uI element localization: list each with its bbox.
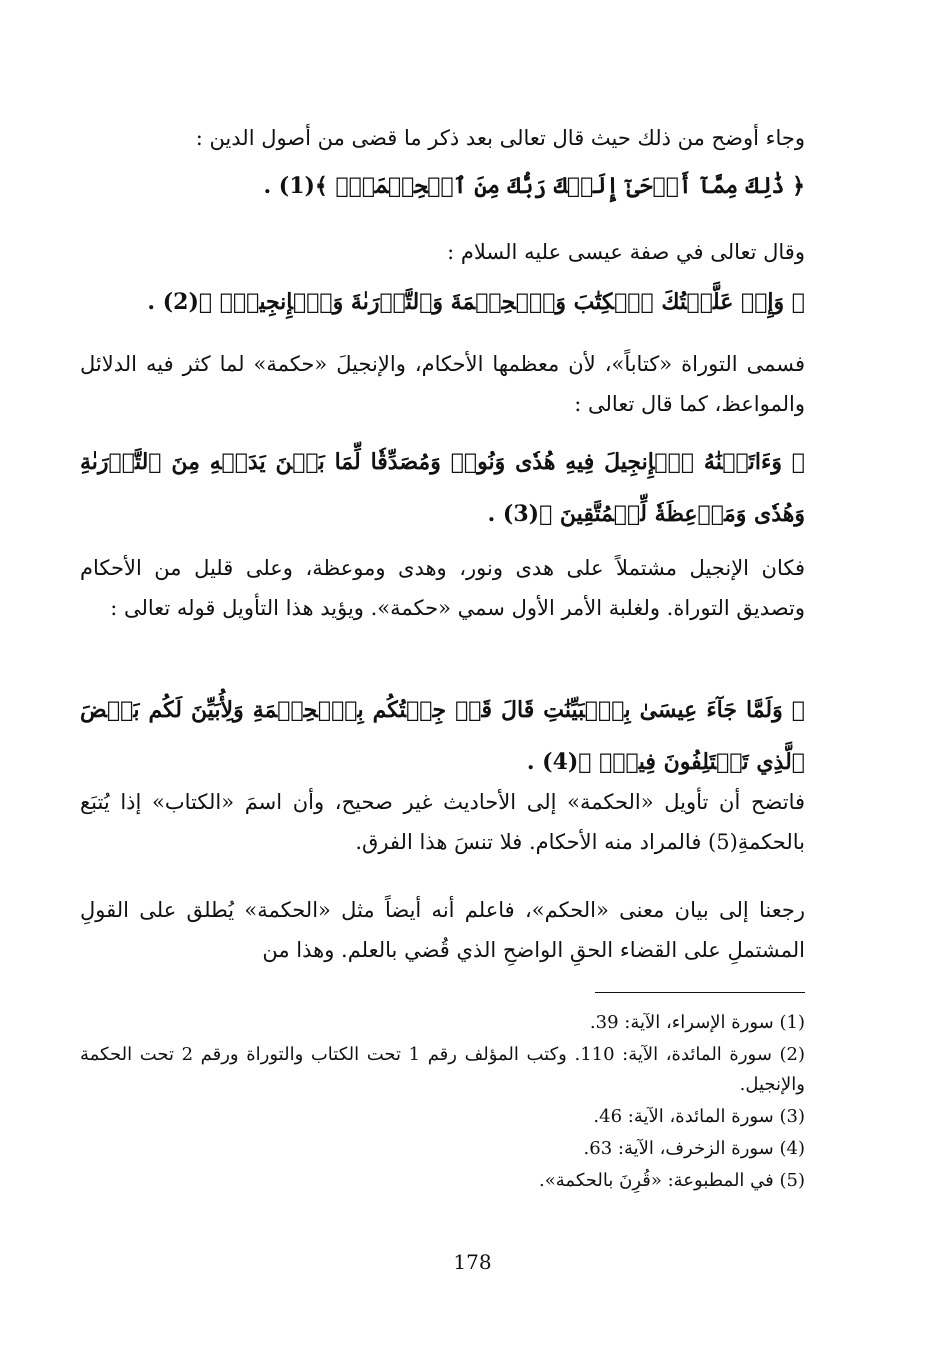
paragraph-intro: وجاء أوضح من ذلك حيث قال تعالى بعد ذكر ما قضى من أصول الدين : — [195, 126, 805, 150]
book-page — [80, 0, 805, 1361]
footnote-5: (5) في المطبوعة: «قُرِنَ بالحكمة». — [539, 1170, 805, 1191]
quran-verse-1: ﴿ ذَٰلِكَ مِمَّآ أَوۡحَىٰٓ إِلَيۡكَ رَبُّكَ مِنَ ٱلۡحِكۡمَةِۗ ﴾(1) . — [263, 173, 805, 199]
page-number: 178 — [453, 1250, 492, 1274]
paragraph-torah-gospel: فسمى التوراة «كتاباً»، لأن معظمها الأحكام، والإنجيلَ «حكمة» لما كثر فيه الدلائل والمواعظ، كما قال تعالى : — [80, 352, 805, 416]
footnote-2: (2) سورة المائدة، الآية: 110. وكتب المؤلف رقم 1 تحت الكتاب والتوراة ورقم 2 تحت الحكمة والإنجيل. — [80, 1044, 806, 1095]
quran-verse-4: ﴿ وَلَمَّا جَآءَ عِيسَىٰ بِٱلۡبَيِّنَٰتِ قَالَ قَدۡ جِئۡتُكُم بِٱلۡحِكۡمَةِ وَلِأُبَيِّنَ لَكُم بَعۡضَ ٱلَّذِي تَخۡتَلِفُونَ فِيهِۖ ﴾(4) . — [80, 697, 805, 775]
paragraph-gospel-content: فكان الإنجيل مشتملاً على هدى ونور، وهدى وموعظة، وعلى قليل من الأحكام وتصديق التوراة. ولغلبة الأمر الأول سمي «حكمة». ويؤيد هذا التأويل قوله تعالى : — [80, 556, 805, 620]
paragraph-hukm: رجعنا إلى بيان معنى «الحكم»، فاعلم أنه أيضاً مثل «الحكمة» يُطلق على القولِ المشتملِ على القضاء الحقِ الواضحِ الذي قُضي بالعلم. وهذا من — [80, 898, 805, 962]
quran-verse-2: ﴿ وَإِذۡ عَلَّمۡتُكَ ٱلۡكِتَٰبَ وَٱلۡحِكۡمَةَ وَٱلتَّوۡرَىٰةَ وَٱلۡإِنجِيلَۖ ﴾(2) . — [147, 289, 805, 315]
footnotes — [80, 1008, 805, 1198]
footnote-4: (4) سورة الزخرف، الآية: 63. — [583, 1138, 805, 1159]
footnote-3: (3) سورة المائدة، الآية: 46. — [593, 1106, 805, 1127]
paragraph-isa: وقال تعالى في صفة عيسى عليه السلام : — [447, 240, 805, 264]
quran-verse-3: ﴿ وَءَاتَيۡنَٰهُ ٱلۡإِنجِيلَ فِيهِ هُدٗى وَنُورٞ وَمُصَدِّقٗا لِّمَا بَيۡنَ يَدَيۡهِ مِنَ ٱلتَّوۡرَىٰةِ وَهُدٗى وَمَوۡعِظَةٗ لِّلۡمُتَّقِينَ ﴾(3) . — [80, 449, 805, 527]
footnote-separator — [595, 992, 805, 993]
footnote-1: (1) سورة الإسراء، الآية: 39. — [589, 1012, 805, 1033]
paragraph-conclusion: فاتضح أن تأويل «الحكمة» إلى الأحاديث غير صحيح، وأن اسمَ «الكتاب» إذا يُتبَع بالحكمةِ(5) فالمراد منه الأحكام. فلا تنسَ هذا الفرق. — [80, 790, 805, 854]
